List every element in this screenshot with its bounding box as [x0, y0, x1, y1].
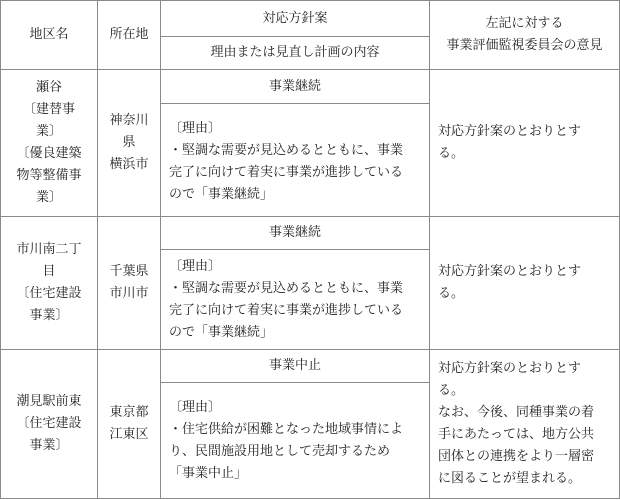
table-border	[0, 498, 620, 499]
row-reason: 〔理由〕 ・住宅供給が困難となった地域事情によ り、民間施設用地として売却するため 「事業中止」	[169, 400, 404, 481]
header-committee-opinion: 左記に対する 事業評価監視委員会の意見	[446, 16, 603, 53]
row-committee-opinion: 対応方針案のとおりとす る。	[438, 124, 582, 161]
header-reason: 理由または見直し計画の内容	[210, 45, 380, 60]
row-reason: 〔理由〕 ・堅調な需要が見込めるとともに、事業 完了に向けて着実に事業が進捗している ので「事業継続」	[169, 259, 404, 340]
row-committee-opinion: 対応方針案のとおりとす る。	[438, 264, 582, 301]
row-committee-opinion: 対応方針案のとおりとす る。 なお、今後、同種事業の着 手にあたっては、地方公共 団体との連携をより一層密 に図ることが望まれる。	[438, 361, 595, 486]
row-location: 千葉県 市川市	[109, 264, 149, 301]
row-district: 潮見駅前東 〔住宅建設 事業〕	[16, 394, 82, 453]
header-location: 所在地	[109, 27, 149, 42]
row-district: 瀬谷 〔建替事 業〕 〔優良建築 物等整備事 業〕	[16, 80, 82, 205]
header-policy: 対応方針案	[262, 10, 328, 26]
row-reason: 〔理由〕 ・堅調な需要が見込めるとともに、事業 完了に向けて着実に事業が進捗している ので「事業継続」	[169, 121, 404, 202]
row-policy: 事業中止	[268, 358, 321, 373]
row-policy: 事業継続	[268, 78, 321, 94]
row-policy: 事業継続	[268, 225, 321, 240]
row-location: 東京都 江東区	[109, 405, 149, 442]
header-district: 地区名	[29, 27, 69, 42]
row-location: 神奈川 県 横浜市	[109, 113, 149, 172]
row-district: 市川南二丁 目 〔住宅建設 事業〕	[16, 242, 82, 323]
